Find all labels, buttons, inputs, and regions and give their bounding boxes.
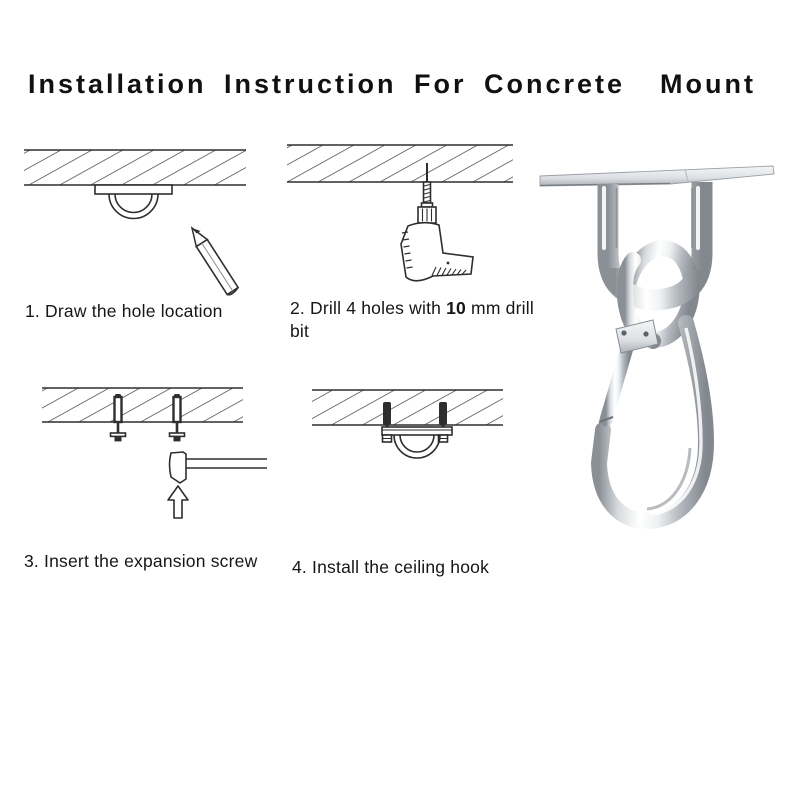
carabiner: [599, 243, 706, 521]
step2-caption: [290, 297, 540, 343]
hook-inner-arc: [115, 194, 152, 213]
step1-illustration: [20, 138, 260, 306]
carabiner-gate: [606, 341, 629, 420]
product-photo-ceiling-hook: [520, 148, 792, 568]
ceiling-hatch: [24, 150, 246, 185]
pencil-icon: [192, 228, 238, 295]
mounting-plate: [540, 166, 774, 186]
mount-plate-outline: [95, 185, 172, 218]
hinge-rivet: [643, 331, 648, 336]
mounted-plate-and-hook: [382, 427, 452, 458]
step4-illustration: [310, 385, 510, 483]
hook-outer-arc: [109, 194, 158, 218]
step1-caption: 1. Draw the hole location: [25, 301, 223, 321]
step3-illustration: [30, 380, 280, 528]
ceiling-hatch: [312, 390, 503, 425]
ceiling-hatch: [287, 145, 513, 182]
ceiling-hatch: [42, 388, 243, 422]
up-arrow-icon: [168, 486, 188, 518]
step2-caption-line2: bit: [290, 321, 310, 341]
hammer-icon: [170, 452, 268, 483]
step2-illustration: [282, 133, 522, 295]
page-title: Installation Instruction For Concrete Mount: [28, 69, 757, 99]
step4-caption: 4. Install the ceiling hook: [292, 557, 490, 577]
step3-caption: 3. Insert the expansion screw: [24, 551, 258, 571]
step2-caption-line1: 2. Drill 4 holes with 10 mm drill: [290, 298, 534, 318]
drill-size-value: 10: [446, 298, 466, 318]
hinge-rivet: [621, 330, 626, 335]
hook-inner-arc: [400, 435, 434, 452]
